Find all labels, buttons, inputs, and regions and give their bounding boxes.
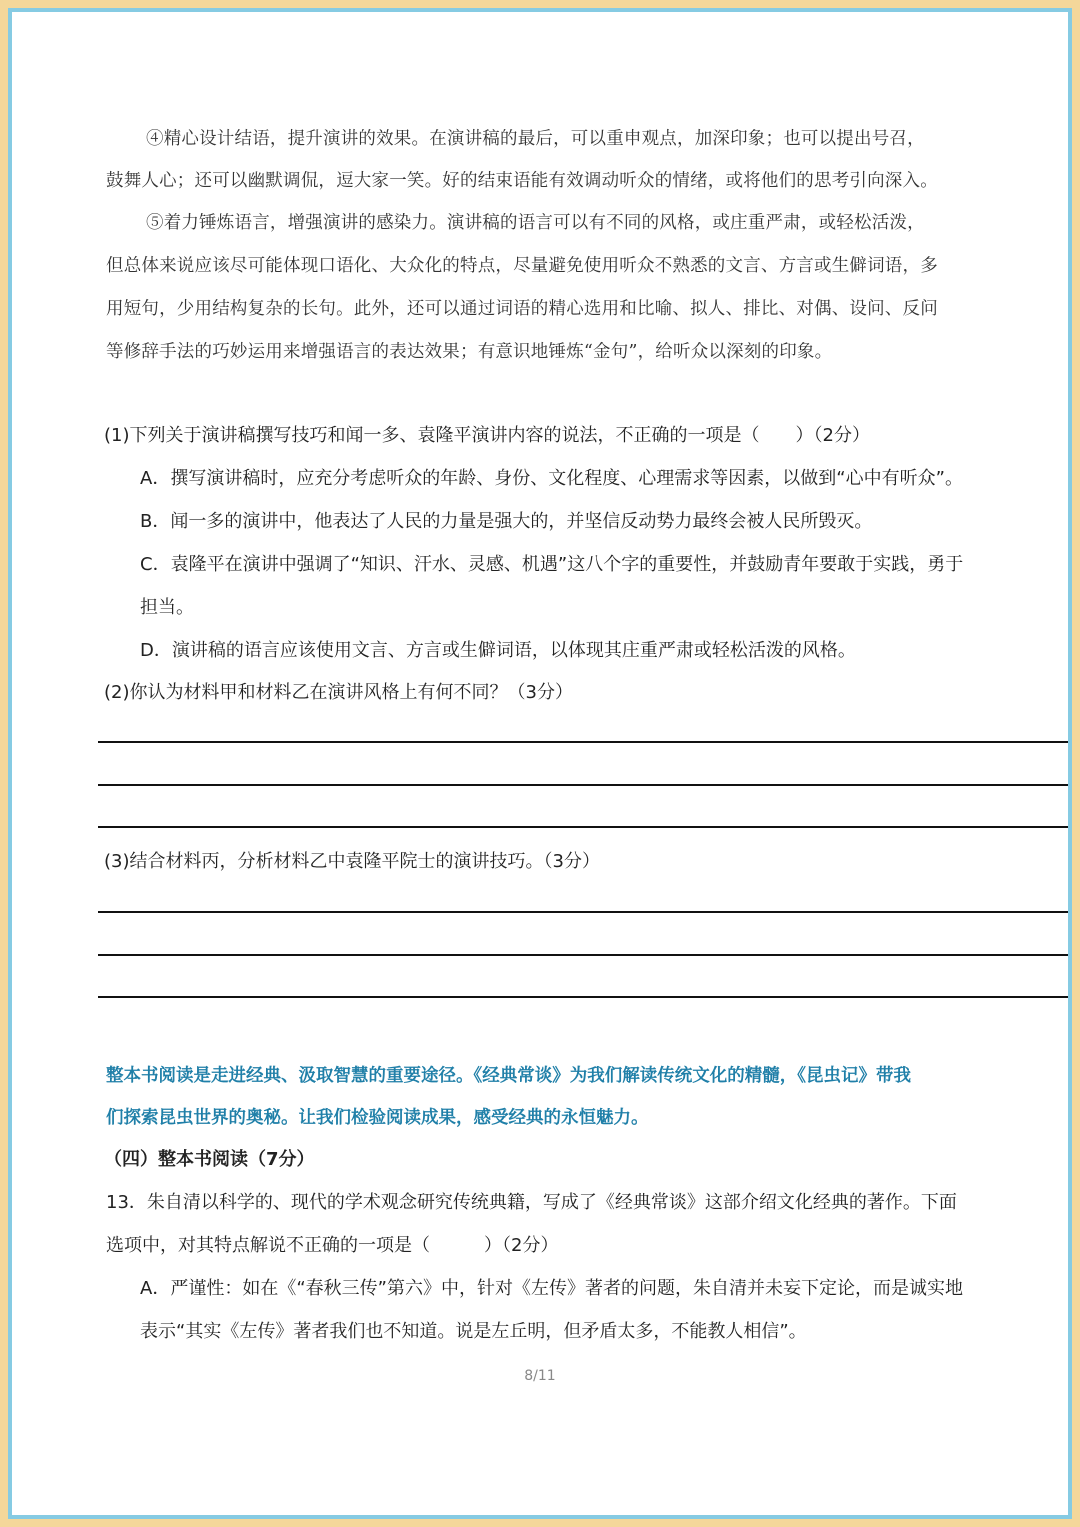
question-2-stem: (2)你认为材料甲和材料乙在演讲风格上有何不同？（3分） xyxy=(104,682,573,703)
answer-line[interactable] xyxy=(98,996,1068,998)
reading-p4-line2: 鼓舞人心；还可以幽默调侃，逗大家一笑。好的结束语能有效调动听众的情绪，或将他们的思考引向深入。 xyxy=(106,171,938,191)
question-13-option-a-line1: A．严谨性：如在《“春秋三传”第六》中，针对《左传》著者的问题，朱自清并未妄下定论，而是诚实地 xyxy=(140,1278,963,1299)
intro-line1: 整本书阅读是走进经典、汲取智慧的重要途径。《经典常谈》为我们解读传统文化的精髓，《昆虫记》带我 xyxy=(106,1066,911,1086)
reading-p4-line1: ④精心设计结语，提升演讲的效果。在演讲稿的最后，可以重申观点，加深印象；也可以提出号召， xyxy=(146,129,925,149)
question-13-option-a-line2: 表示“其实《左传》著者我们也不知道。说是左丘明，但矛盾太多，不能教人相信”。 xyxy=(140,1321,807,1342)
outer-frame xyxy=(8,8,1072,1519)
answer-line[interactable] xyxy=(98,784,1068,786)
answer-line[interactable] xyxy=(98,954,1068,956)
question-13-stem-line2: 选项中，对其特点解说不正确的一项是（ ）（2分） xyxy=(106,1235,559,1256)
section-4-title: （四）整本书阅读（7分） xyxy=(104,1149,315,1170)
question-1-stem: (1)下列关于演讲稿撰写技巧和闻一多、袁隆平演讲内容的说法，不正确的一项是（ ）（2分） xyxy=(104,425,870,446)
intro-line2: 们探索昆虫世界的奥秘。让我们检验阅读成果，感受经典的永恒魅力。 xyxy=(106,1108,649,1128)
question-1-option-c-line2: 担当。 xyxy=(140,597,194,618)
question-1-option-c-line1: C．袁隆平在演讲中强调了“知识、汗水、灵感、机遇”这八个字的重要性，并鼓励青年要敢于实践，勇于 xyxy=(140,554,964,575)
question-3-stem: (3)结合材料丙，分析材料乙中袁隆平院士的演讲技巧。（3分） xyxy=(104,851,600,872)
document-page xyxy=(12,12,1068,1515)
question-1-option-a: A．撰写演讲稿时，应充分考虑听众的年龄、身份、文化程度、心理需求等因素，以做到“心中有听众”。 xyxy=(140,468,963,489)
answer-line[interactable] xyxy=(98,826,1068,828)
reading-p5-line3: 用短句，少用结构复杂的长句。此外，还可以通过词语的精心选用和比喻、拟人、排比、对偶、设问、反问 xyxy=(106,299,938,319)
page-number: 8/11 xyxy=(524,1368,556,1384)
reading-p5-line1: ⑤着力锤炼语言，增强演讲的感染力。演讲稿的语言可以有不同的风格，或庄重严肃，或轻松活泼， xyxy=(146,213,925,233)
reading-p5-line2: 但总体来说应该尽可能体现口语化、大众化的特点，尽量避免使用听众不熟悉的文言、方言或生僻词语，多 xyxy=(106,256,938,276)
question-1-option-d: D．演讲稿的语言应该使用文言、方言或生僻词语，以体现其庄重严肃或轻松活泼的风格。 xyxy=(140,640,856,661)
question-13-stem-line1: 13．朱自清以科学的、现代的学术观念研究传统典籍，写成了《经典常谈》这部介绍文化经典的著作。下面 xyxy=(106,1192,957,1213)
answer-line[interactable] xyxy=(98,741,1068,743)
question-1-option-b: B．闻一多的演讲中，他表达了人民的力量是强大的，并坚信反动势力最终会被人民所毁灭。 xyxy=(140,511,873,532)
reading-p5-line4: 等修辞手法的巧妙运用来增强语言的表达效果；有意识地锤炼“金句”，给听众以深刻的印象。 xyxy=(106,342,833,362)
answer-line[interactable] xyxy=(98,911,1068,913)
